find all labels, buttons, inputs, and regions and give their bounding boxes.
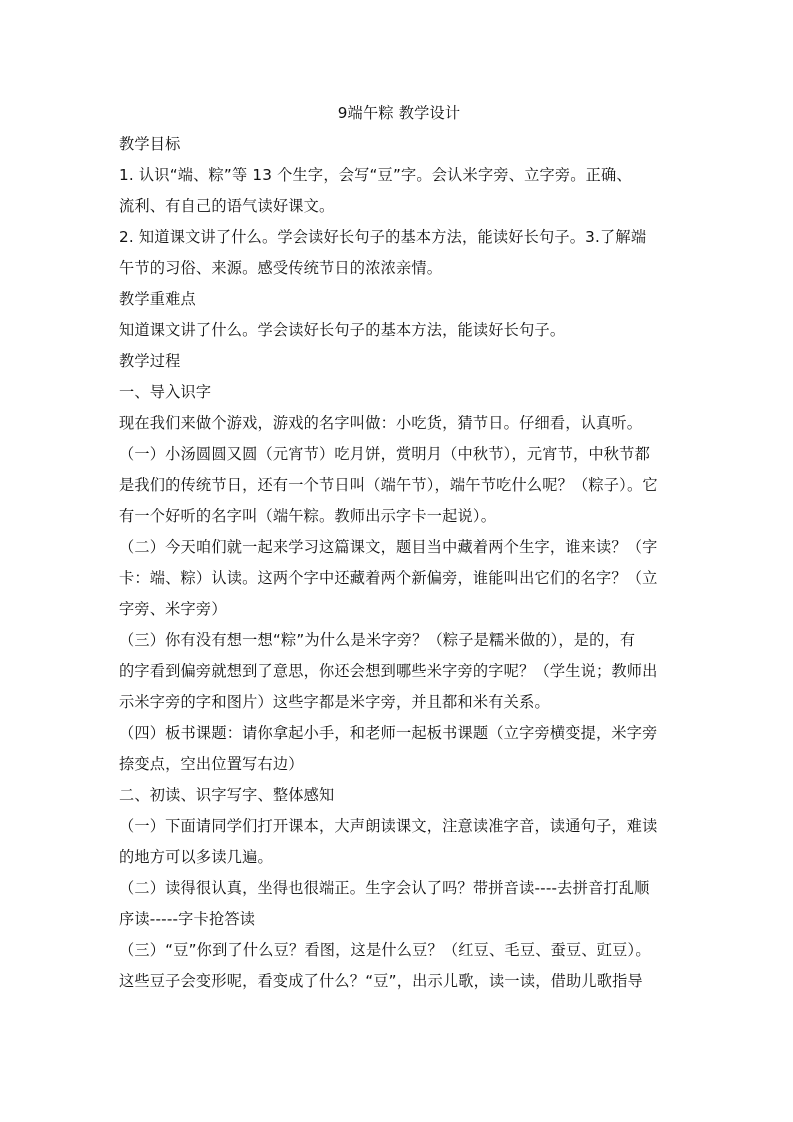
paragraph-line: 示米字旁的字和图片）这些字都是米字旁，并且都和米有关系。 bbox=[119, 693, 550, 711]
paragraph-line: 序读-----字卡抢答读 bbox=[119, 910, 256, 928]
paragraph-line: 知道课文讲了什么。学会读好长句子的基本方法，能读好长句子。 bbox=[119, 321, 566, 339]
paragraph-line: 午节的习俗、来源。感受传统节日的浓浓亲情。 bbox=[119, 259, 443, 277]
heading-teaching-goals: 教学目标 bbox=[119, 135, 181, 153]
paragraph-line: 有一个好听的名字叫（端午粽。教师出示字卡一起说）。 bbox=[119, 507, 497, 525]
paragraph-line: （二）读得很认真，坐得也很端正。生字会认了吗？带拼音读----去拼音打乱顺 bbox=[119, 879, 650, 897]
paragraph-line: 流利、有自己的语气读好课文。 bbox=[119, 197, 335, 215]
paragraph-line: 捺变点，空出位置写右边） bbox=[119, 755, 304, 773]
document-title: 9端午粽 教学设计 bbox=[337, 104, 461, 122]
paragraph-line: （三）你有没有想一想“粽”为什么是米字旁？（粽子是糯米做的），是的，有 bbox=[119, 631, 636, 649]
section-heading: 一、导入识字 bbox=[119, 383, 212, 401]
paragraph-line: （二）今天咱们就一起来学习这篇课文，题目当中藏着两个生字，谁来读？（字 bbox=[119, 538, 658, 556]
paragraph-line: 1. 认识“端、粽”等 13 个生字，会写“豆”字。会认米字旁、立字旁。正确、 bbox=[119, 166, 632, 184]
paragraph-line: 这些豆子会变形呢，看变成了什么？“豆”，出示儿歌，读一读，借助儿歌指导 bbox=[119, 972, 643, 990]
paragraph-line: 卡：端、粽）认读。这两个字中还藏着两个新偏旁，谁能叫出它们的名字？（立 bbox=[119, 569, 658, 587]
heading-key-difficulties: 教学重难点 bbox=[119, 290, 196, 308]
paragraph-line: 字旁、米字旁） bbox=[119, 600, 227, 618]
paragraph-line: （四）板书课题：请你拿起小手，和老师一起板书课题（立字旁横变提，米字旁 bbox=[119, 724, 658, 742]
section-heading: 二、初读、识字写字、整体感知 bbox=[119, 786, 335, 804]
paragraph-line: 的地方可以多读几遍。 bbox=[119, 848, 273, 866]
document-page bbox=[119, 98, 679, 997]
paragraph-line: 是我们的传统节日，还有一个节日叫（端午节），端午节吃什么呢？（粽子）。它 bbox=[119, 476, 658, 494]
paragraph-line: （三）“豆”你到了什么豆？看图，这是什么豆？（红豆、毛豆、蚕豆、豇豆）。 bbox=[119, 941, 651, 959]
paragraph-line: 2. 知道课文讲了什么。学会读好长句子的基本方法，能读好长句子。3.了解端 bbox=[119, 228, 647, 246]
paragraph-line: （一）小汤圆圆又圆（元宵节）吃月饼，赏明月（中秋节），元宵节，中秋节都 bbox=[119, 445, 650, 463]
heading-teaching-process: 教学过程 bbox=[119, 352, 181, 370]
paragraph-line: 的字看到偏旁就想到了意思，你还会想到哪些米字旁的字呢？（学生说；教师出 bbox=[119, 662, 658, 680]
paragraph-line: （一）下面请同学们打开课本，大声朗读课文，注意读准字音，读通句子，难读 bbox=[119, 817, 658, 835]
paragraph-line: 现在我们来做个游戏，游戏的名字叫做：小吃货，猜节日。仔细看，认真听。 bbox=[119, 414, 643, 432]
